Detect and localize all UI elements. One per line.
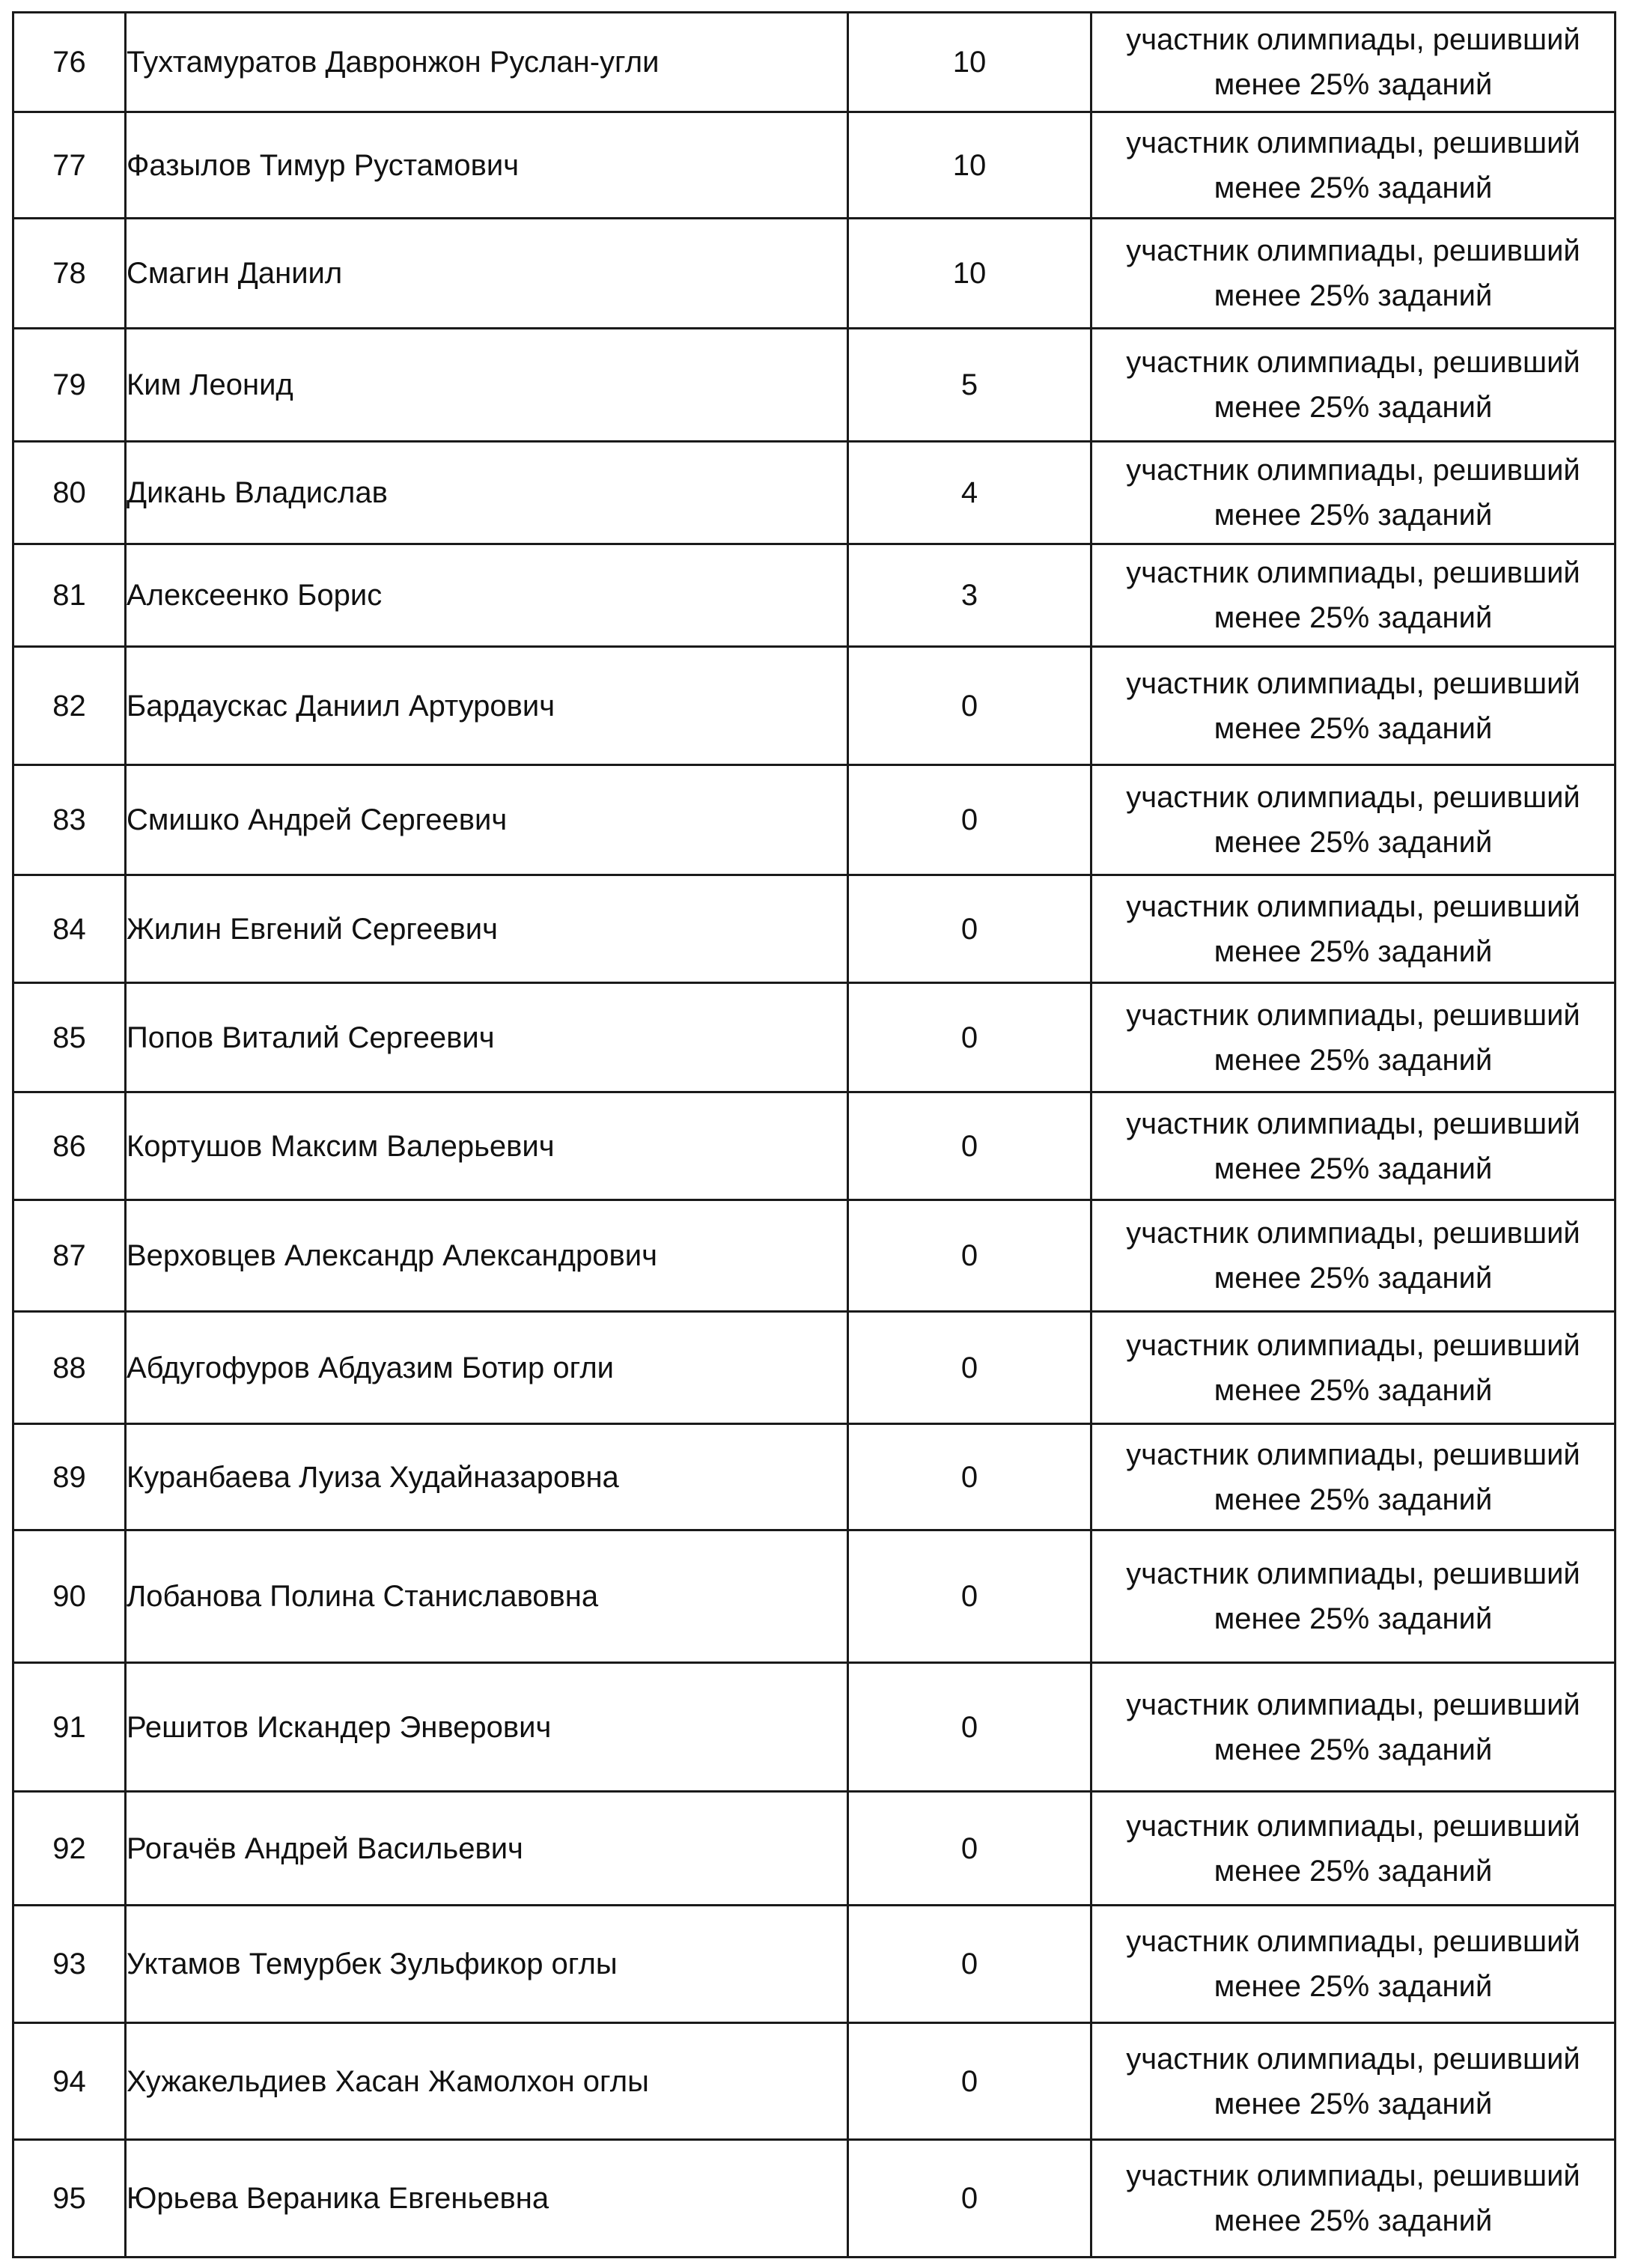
- participant-status: [1091, 112, 1616, 219]
- score: 0: [848, 1792, 1091, 1906]
- status-line-1: участник олимпиады, решивший: [1126, 1688, 1580, 1721]
- status-line-1: участник олимпиады, решивший: [1126, 23, 1580, 56]
- status-line-1: участник олимпиады, решивший: [1126, 1925, 1580, 1958]
- participant-status: [1091, 1530, 1616, 1663]
- table-row: [13, 1200, 1616, 1312]
- status-line-1: участник олимпиады, решивший: [1126, 2042, 1580, 2076]
- participant-name: Верховцев Александр Александрович: [126, 1200, 848, 1312]
- participant-name: Куранбаева Луиза Худайназаровна: [126, 1424, 848, 1530]
- row-number: 77: [13, 112, 126, 219]
- table-row: [13, 983, 1616, 1092]
- status-line-1: участник олимпиады, решивший: [1126, 1438, 1580, 1471]
- table-row: [13, 544, 1616, 647]
- row-number: 78: [13, 219, 126, 329]
- participant-name: Решитов Искандер Энверович: [126, 1663, 848, 1792]
- table-row: [13, 1906, 1616, 2023]
- status-line-2: менее 25% заданий: [1214, 1733, 1493, 1766]
- status-line-2: менее 25% заданий: [1214, 1262, 1493, 1295]
- score: 0: [848, 1424, 1091, 1530]
- participant-status: [1091, 544, 1616, 647]
- participant-name: Дикань Владислав: [126, 442, 848, 544]
- score: 0: [848, 1663, 1091, 1792]
- status-line-1: участник олимпиады, решивший: [1126, 556, 1580, 589]
- table-row: [13, 442, 1616, 544]
- score: 0: [848, 647, 1091, 765]
- status-line-2: менее 25% заданий: [1214, 1373, 1493, 1407]
- results-table: [12, 11, 1616, 2258]
- score: 0: [848, 765, 1091, 875]
- participant-status: [1091, 219, 1616, 329]
- score: 0: [848, 2023, 1091, 2140]
- participant-name: Попов Виталий Сергеевич: [126, 983, 848, 1092]
- table-row: [13, 1424, 1616, 1530]
- table-row: [13, 1530, 1616, 1663]
- status-line-2: менее 25% заданий: [1214, 171, 1493, 204]
- score: 0: [848, 2140, 1091, 2258]
- participant-name: Тухтамуратов Давронжон Руслан-угли: [126, 13, 848, 112]
- table-row: [13, 13, 1616, 112]
- status-line-2: менее 25% заданий: [1214, 1854, 1493, 1888]
- participant-status: [1091, 2023, 1616, 2140]
- row-number: 83: [13, 765, 126, 875]
- status-line-1: участник олимпиады, решивший: [1126, 666, 1580, 700]
- row-number: 76: [13, 13, 126, 112]
- table-row: [13, 647, 1616, 765]
- status-line-1: участник олимпиады, решивший: [1126, 346, 1580, 379]
- table-row: [13, 2023, 1616, 2140]
- status-line-1: участник олимпиады, решивший: [1126, 998, 1580, 1032]
- status-line-2: менее 25% заданий: [1214, 826, 1493, 859]
- status-line-1: участник олимпиады, решивший: [1126, 1107, 1580, 1140]
- participant-status: [1091, 1312, 1616, 1424]
- status-line-1: участник олимпиады, решивший: [1126, 1557, 1580, 1590]
- table-row: [13, 1312, 1616, 1424]
- row-number: 95: [13, 2140, 126, 2258]
- score: 10: [848, 219, 1091, 329]
- status-line-2: менее 25% заданий: [1214, 68, 1493, 101]
- participant-name: Бардаускас Даниил Артурович: [126, 647, 848, 765]
- participant-name: Уктамов Темурбек Зульфикор оглы: [126, 1906, 848, 2023]
- status-line-2: менее 25% заданий: [1214, 934, 1493, 968]
- status-line-1: участник олимпиады, решивший: [1126, 454, 1580, 487]
- score: 5: [848, 329, 1091, 442]
- participant-name: Абдугофуров Абдуазим Ботир огли: [126, 1312, 848, 1424]
- table-row: [13, 329, 1616, 442]
- status-line-2: менее 25% заданий: [1214, 2087, 1493, 2120]
- row-number: 90: [13, 1530, 126, 1663]
- status-line-2: менее 25% заданий: [1214, 601, 1493, 634]
- participant-status: [1091, 983, 1616, 1092]
- participant-name: Лобанова Полина Станиславовна: [126, 1530, 848, 1663]
- status-line-2: менее 25% заданий: [1214, 711, 1493, 745]
- status-line-2: менее 25% заданий: [1214, 1602, 1493, 1635]
- participant-status: [1091, 1792, 1616, 1906]
- table-row: [13, 1092, 1616, 1200]
- participant-name: Жилин Евгений Сергеевич: [126, 875, 848, 983]
- status-line-1: участник олимпиады, решивший: [1126, 890, 1580, 923]
- participant-status: [1091, 875, 1616, 983]
- status-line-1: участник олимпиады, решивший: [1126, 126, 1580, 159]
- row-number: 82: [13, 647, 126, 765]
- participant-status: [1091, 2140, 1616, 2258]
- table-row: [13, 2140, 1616, 2258]
- table-row: [13, 1792, 1616, 1906]
- status-line-2: менее 25% заданий: [1214, 499, 1493, 532]
- row-number: 89: [13, 1424, 126, 1530]
- status-line-1: участник олимпиады, решивший: [1126, 2159, 1580, 2192]
- participant-name: Ким Леонид: [126, 329, 848, 442]
- participant-status: [1091, 765, 1616, 875]
- status-line-2: менее 25% заданий: [1214, 1483, 1493, 1516]
- status-line-2: менее 25% заданий: [1214, 279, 1493, 312]
- status-line-2: менее 25% заданий: [1214, 2204, 1493, 2237]
- participant-name: Хужакельдиев Хасан Жамолхон оглы: [126, 2023, 848, 2140]
- participant-status: [1091, 1906, 1616, 2023]
- participant-status: [1091, 1092, 1616, 1200]
- table-row: [13, 875, 1616, 983]
- score: 4: [848, 442, 1091, 544]
- row-number: 87: [13, 1200, 126, 1312]
- row-number: 85: [13, 983, 126, 1092]
- participant-name: Фазылов Тимур Рустамович: [126, 112, 848, 219]
- status-line-2: менее 25% заданий: [1214, 1970, 1493, 2003]
- status-line-2: менее 25% заданий: [1214, 391, 1493, 424]
- score: 0: [848, 875, 1091, 983]
- score: 3: [848, 544, 1091, 647]
- score: 0: [848, 1530, 1091, 1663]
- participant-name: Юрьева Вераника Евгеньевна: [126, 2140, 848, 2258]
- row-number: 80: [13, 442, 126, 544]
- score: 0: [848, 983, 1091, 1092]
- row-number: 92: [13, 1792, 126, 1906]
- participant-status: [1091, 1663, 1616, 1792]
- score: 10: [848, 112, 1091, 219]
- participant-status: [1091, 13, 1616, 112]
- row-number: 79: [13, 329, 126, 442]
- score: 0: [848, 1312, 1091, 1424]
- row-number: 88: [13, 1312, 126, 1424]
- status-line-2: менее 25% заданий: [1214, 1043, 1493, 1077]
- row-number: 86: [13, 1092, 126, 1200]
- table-row: [13, 1663, 1616, 1792]
- table-row: [13, 112, 1616, 219]
- score: 0: [848, 1092, 1091, 1200]
- status-line-1: участник олимпиады, решивший: [1126, 234, 1580, 267]
- participant-name: Смишко Андрей Сергеевич: [126, 765, 848, 875]
- table-row: [13, 219, 1616, 329]
- row-number: 94: [13, 2023, 126, 2140]
- participant-name: Рогачёв Андрей Васильевич: [126, 1792, 848, 1906]
- status-line-1: участник олимпиады, решивший: [1126, 781, 1580, 814]
- participant-status: [1091, 1424, 1616, 1530]
- status-line-2: менее 25% заданий: [1214, 1152, 1493, 1185]
- participant-name: Смагин Даниил: [126, 219, 848, 329]
- participant-status: [1091, 1200, 1616, 1312]
- status-line-1: участник олимпиады, решивший: [1126, 1217, 1580, 1250]
- results-table-body: [13, 13, 1616, 2258]
- participant-name: Алексеенко Борис: [126, 544, 848, 647]
- row-number: 93: [13, 1906, 126, 2023]
- participant-status: [1091, 329, 1616, 442]
- participant-status: [1091, 647, 1616, 765]
- status-line-1: участник олимпиады, решивший: [1126, 1328, 1580, 1362]
- row-number: 81: [13, 544, 126, 647]
- participant-name: Кортушов Максим Валерьевич: [126, 1092, 848, 1200]
- participant-status: [1091, 442, 1616, 544]
- row-number: 84: [13, 875, 126, 983]
- status-line-1: участник олимпиады, решивший: [1126, 1809, 1580, 1843]
- score: 0: [848, 1200, 1091, 1312]
- row-number: 91: [13, 1663, 126, 1792]
- score: 10: [848, 13, 1091, 112]
- table-row: [13, 765, 1616, 875]
- score: 0: [848, 1906, 1091, 2023]
